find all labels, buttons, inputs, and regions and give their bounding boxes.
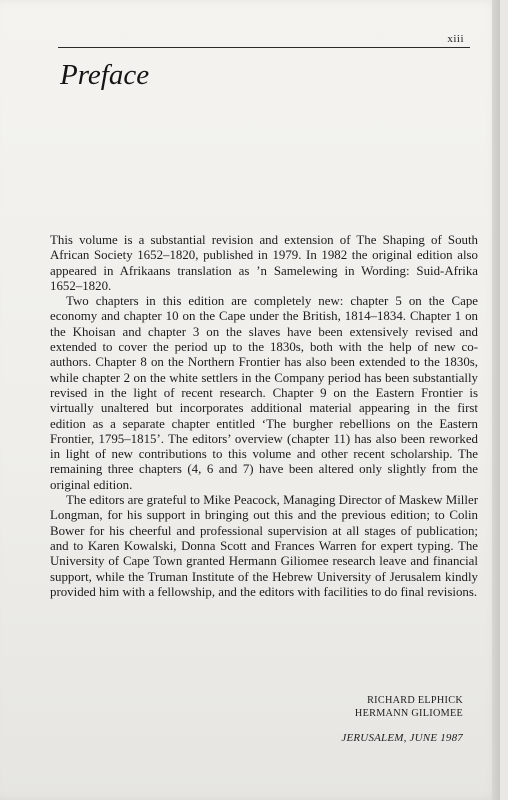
preface-body: [50, 233, 478, 600]
paragraph-3: The editors are grateful to Mike Peacock, Managing Director of Maskew Miller Longman, for his support in bringing out this and the previous edition; to Colin Bower for his cheerful and professional supervision at all stages of publication; and to Karen Kowalski, Donna Scott and Frances Warren for expert typing. The University of Cape Town granted Hermann Giliomee research leave and financial support, while the Truman Institute of the Hebrew University of Jerusalem kindly provided him with a fellowship, and the editors with facilities to do final revisions.: [50, 493, 478, 599]
header-rule: [58, 47, 470, 48]
signature-elphick: RICHARD ELPHICK: [367, 695, 463, 706]
signature-giliomee: HERMANN GILIOMEE: [354, 708, 463, 719]
paragraph-1: This volume is a substantial revision and extension of The Shaping of South African Society 1652–1820, published in 1979. In 1982 the original edition also appeared in Afrikaans translation as ’n Samelewing in Wording: Suid-Afrika 1652–1820.: [50, 233, 478, 293]
page-title: Preface: [60, 59, 150, 91]
page-edge: [492, 0, 500, 800]
place-date: JERUSALEM, JUNE 1987: [341, 732, 463, 744]
paragraph-2: Two chapters in this edition are completely new: chapter 5 on the Cape economy and chapter 10 on the Cape under the British, 1814–1834. Chapter 1 on the Khoisan and chapter 3 on the slaves have been extensively revised and extended to cover the period up to the 1830s, both with the help of new co-authors. Chapter 8 on the Northern Frontier has also been extended to the 1830s, while chapter 2 on the white settlers in the Company period has been substantially revised in the light of recent research. Chapter 9 on the Eastern Frontier is virtually unaltered but incorporates additional material appearing in the first edition as a separate chapter entitled ‘The burgher rebellions on the Eastern Frontier, 1795–1815’. The editors’ overview (chapter 11) has also been reworked in light of new contributions to this volume and other recent scholarship. The remaining three chapters (4, 6 and 7) have been altered only slightly from the original edition.: [50, 294, 478, 492]
page-number: xiii: [447, 33, 464, 45]
